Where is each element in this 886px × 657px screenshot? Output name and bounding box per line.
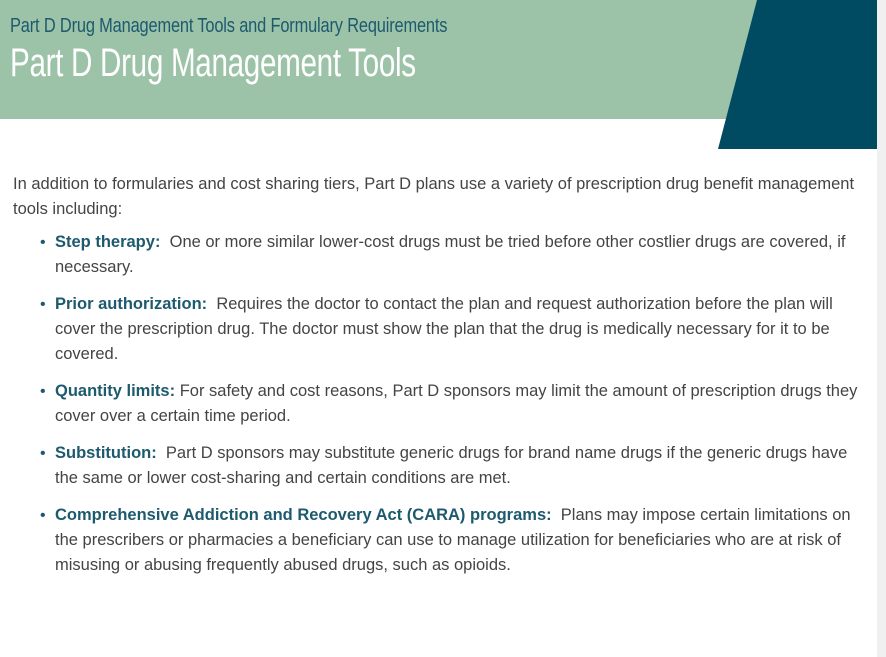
item-term: Comprehensive Addiction and Recovery Act (CARA) programs: [55,506,552,524]
list-item-step-therapy [13,230,863,280]
header-text [10,14,750,85]
item-text: Part D sponsors may substitute generic drugs for brand name drugs if the generic drugs have the same or lower cost-sharing and certain conditions are met. [55,444,848,487]
bullet-icon: • [40,234,46,251]
intro-paragraph: In addition to formularies and cost sharing tiers, Part D plans use a variety of prescription drug benefit management tools including: [13,175,855,218]
section-subtitle: Part D Drug Management Tools and Formulary Requirements [10,15,448,37]
item-term: Prior authorization: [55,295,208,313]
list-item-quantity-limits [13,379,863,429]
bullet-icon: • [40,445,46,462]
list-item-substitution [13,441,863,491]
item-text: One or more similar lower-cost drugs must be tried before other costlier drugs are covered, if necessary. [55,233,846,276]
item-text: For safety and cost reasons, Part D sponsors may limit the amount of prescription drugs they cover over a certain time period. [55,382,858,425]
tools-list [13,230,863,578]
item-text: Requires the doctor to contact the plan and request authorization before the plan will cover the prescription drug. The doctor must show the plan that the drug is medically necessary for it to be covered. [55,295,833,363]
page-title: Part D Drug Management Tools [10,41,416,85]
content-body [13,172,863,590]
item-text: Plans may impose certain limitations on the prescribers or pharmacies a beneficiary can use to manage utilization for beneficiaries who are at risk of misusing or abusing frequently abused drugs, such as opioids. [55,506,851,574]
item-term: Step therapy: [55,233,161,251]
list-item-cara-programs [13,503,863,578]
bullet-icon: • [40,296,46,313]
list-item-prior-authorization [13,292,863,367]
bullet-icon: • [40,383,46,400]
bullet-icon: • [40,507,46,524]
item-term: Substitution: [55,444,157,462]
item-term: Quantity limits: [55,382,176,400]
